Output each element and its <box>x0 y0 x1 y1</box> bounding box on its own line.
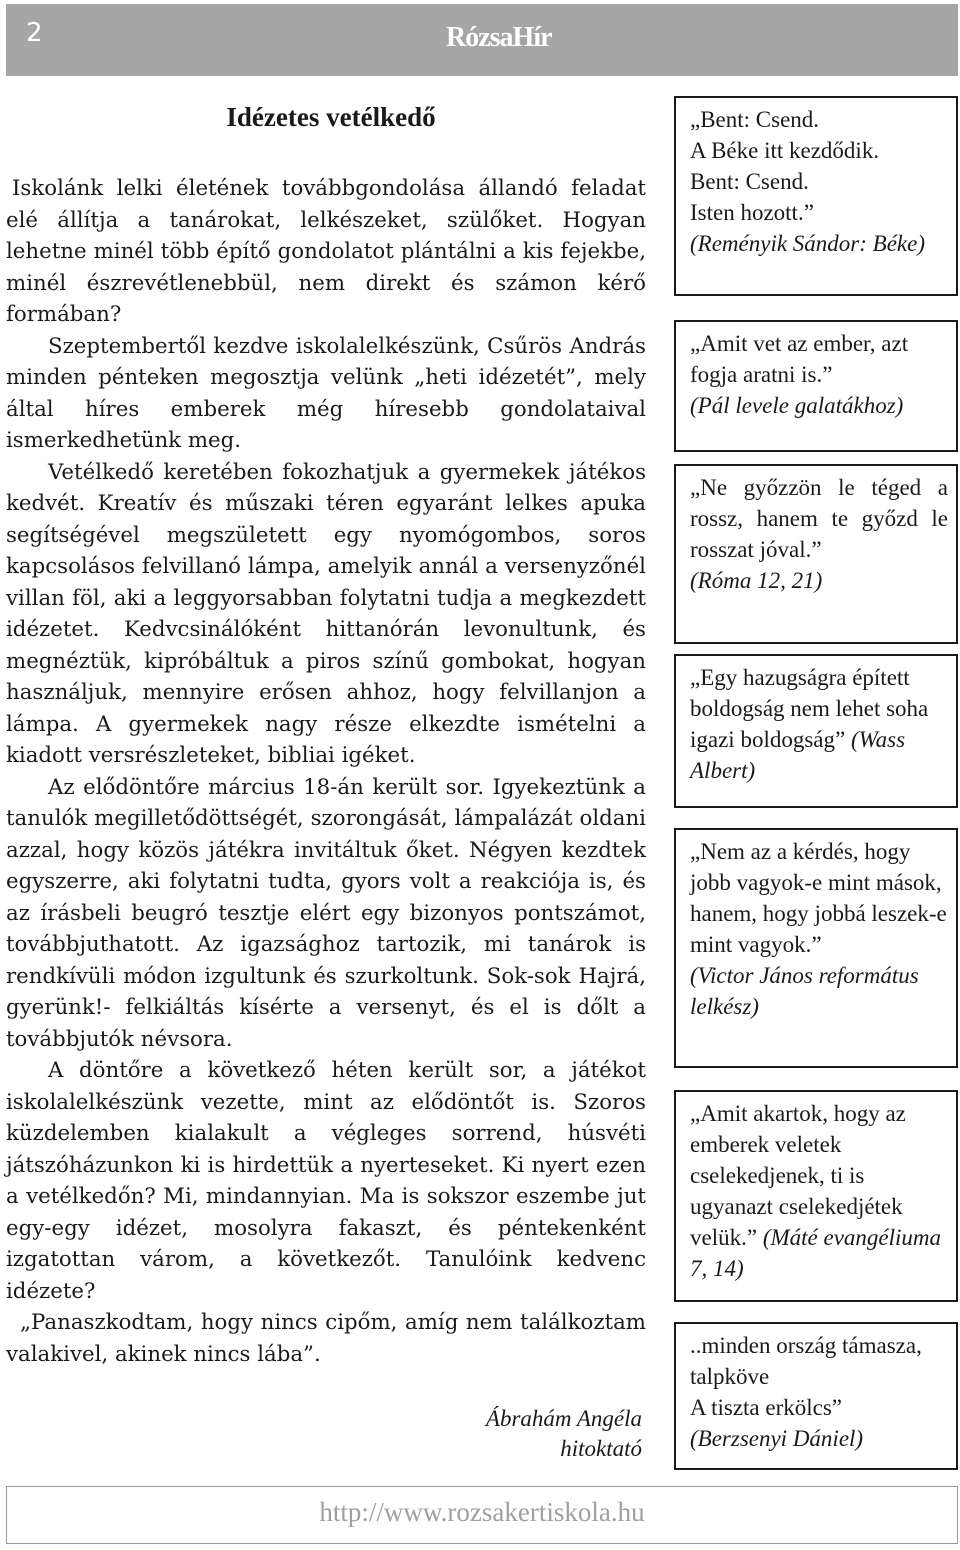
quote-box <box>674 1322 958 1470</box>
rozsahir-logo: RózsaHír <box>446 22 552 53</box>
quote-box <box>674 828 958 1068</box>
quote-text: „Egy hazugságra épített boldogság nem lehet soha igazi boldogság” <box>690 665 929 752</box>
quote-text: „Amit akartok, hogy az emberek veletek cselekedjenek, ti is ugyanazt cselekedjétek velük.” <box>690 1101 906 1250</box>
header-bar <box>6 4 958 76</box>
quote-attribution: (Róma 12, 21) <box>690 568 823 593</box>
quote-box <box>674 320 958 452</box>
quote-text: „Amit vet az ember, azt fogja aratni is.” <box>690 331 909 387</box>
quote-attribution: (Máté evangéliuma 7, 14) <box>690 1225 941 1281</box>
quote-box <box>674 1090 958 1302</box>
article-paragraph: Iskolánk lelki életének továbbgondolása állandó feladat elé állítja a tanárokat, lelkészeket, szülőket. Hogyan lehetne minél több építő gondolatot plántálni a kis fejekbe, minél észrevétlenebbül, nem direkt és számon kérő formában? <box>6 176 646 327</box>
article-paragraph: Szeptembertől kezdve iskolalelkészünk, Csűrös András minden pénteken megosztja velünk „heti idézetét”, mely által híres emberek még híresebb gondolataival ismerkedhetünk meg. <box>6 333 646 453</box>
article-column <box>6 102 646 1464</box>
closing-quote: „Panaszkodtam, hogy nincs cipőm, amíg nem találkoztam valakivel, akinek nincs lába”. <box>6 1310 646 1367</box>
quote-text: „Ne győzzön le téged a rossz, hanem te győzd le rosszat jóval.” <box>690 475 948 562</box>
quote-attribution: (Berzsenyi Dániel) <box>690 1426 864 1451</box>
article-paragraph: A döntőre a következő héten került sor, a játékot iskolalelkészünk vezette, mint az elődöntőt is. Szoros küzdelemben kialakult a végleges sorrend, húsvéti játszóházunkon ki is hirdettük a nyerteseket. Ki nyert ezen a vetélkedőn? Mi, mindannyian. Ma is sokszor eszembe jut egy-egy idézet, mosolyra fakaszt, és péntekenként izgatottan várom, a következőt. Tanulóink kedvenc idézete? <box>6 1058 646 1304</box>
footer-url[interactable]: http://www.rozsakertiskola.hu <box>319 1497 645 1527</box>
quote-box <box>674 464 958 644</box>
quote-text: „Nem az a kérdés, hogy jobb vagyok-e mint mások, hanem, hogy jobbá leszek-e mint vagyok.” <box>690 839 947 957</box>
author-name: Ábrahám Angéla <box>485 1406 642 1431</box>
quote-box <box>674 96 958 296</box>
author-signature <box>6 1404 646 1464</box>
author-role: hitoktató <box>560 1436 642 1461</box>
article-paragraph: Az elődöntőre március 18-án került sor. Igyekeztünk a tanulók megilletődöttségét, szorongását, lámpalázát oldani azzal, hogy közös játékra invitáltuk őket. Négyen kezdtek egyszerre, aki folytatni tudta, gyors volt a reakciója is, és az írásbeli beugró tesztje elért egy bizonyos pontszámot, továbbjuthatott. Az igazsághoz tartozik, mi tanárok is rendkívüli módon izgultunk és szurkoltunk. Sok-sok Hajrá, gyerünk!- felkiáltás kísérte a versenyt, és el is dőlt a továbbjutók névsora. <box>6 774 646 1052</box>
quote-attribution: (Victor János református lelkész) <box>690 963 919 1019</box>
footer-bar <box>6 1486 958 1544</box>
quote-attribution: (Reményik Sándor: Béke) <box>690 231 925 256</box>
quote-text: „Bent: Csend. A Béke itt kezdődik. Bent: Csend. Isten hozott.” <box>690 107 880 225</box>
quote-attribution: (Pál levele galatákhoz) <box>690 393 904 418</box>
quote-box <box>674 654 958 808</box>
quote-text: ..minden ország támasza, talpköve A tiszta erkölcs” <box>690 1333 922 1420</box>
quote-attribution: (Wass Albert) <box>690 727 906 783</box>
article-title: Idézetes vetélkedő <box>226 102 436 132</box>
article-paragraph: Vetélkedő keretében fokozhatjuk a gyermekek játékos kedvét. Kreatív és műszaki téren egyaránt lelkes apuka segítségével megszületett egy nyomógombos, soros kapcsolásos felvillanó lámpa, amelyik annál a versenyzőnél villan föl, aki a leggyorsabban folytatni tudja a megkezdett idézetet. Kedvcsinálóként hittanórán levonultunk, és megnéztük, kipróbáltuk a piros színű gombokat, hogyan használjuk, mennyire erősen ahhoz, hogy felvillanjon a lámpa. A gyermekek nagy része elkezdte ismételni a kiadott versrészleteket, bibliai igéket. <box>6 459 646 768</box>
page-number: 2 <box>26 18 43 48</box>
